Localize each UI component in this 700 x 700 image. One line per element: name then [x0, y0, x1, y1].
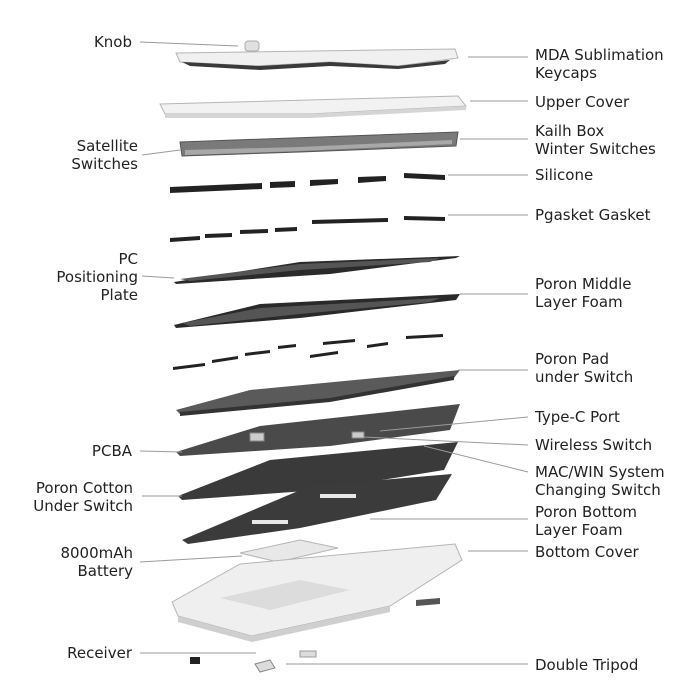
label-pcba: PCBA: [91, 442, 132, 460]
pgasket-layer: [170, 216, 445, 242]
label-kailh-switches: Kailh Box Winter Switches: [535, 122, 656, 158]
label-mac-win-switch: MAC/WIN System Changing Switch: [535, 463, 665, 499]
label-pc-positioning-plate: PC Positioning Plate: [56, 250, 138, 304]
pc-plate-layer: [174, 256, 460, 284]
label-mda-keycaps: MDA Sublimation Keycaps: [535, 46, 664, 82]
label-wireless-switch: Wireless Switch: [535, 436, 653, 454]
knob-part: [245, 41, 259, 51]
poron-middle-foam-layer: [174, 294, 460, 328]
label-battery: 8000mAh Battery: [60, 544, 133, 580]
label-receiver: Receiver: [67, 644, 132, 662]
label-poron-cotton-under-switch: Poron Cotton Under Switch: [33, 479, 133, 515]
silicone-layer: [170, 173, 445, 193]
label-upper-cover: Upper Cover: [535, 93, 630, 111]
label-knob: Knob: [93, 33, 132, 51]
receiver-part: [190, 657, 200, 664]
label-type-c-port: Type-C Port: [535, 408, 620, 426]
label-poron-bottom-foam: Poron Bottom Layer Foam: [535, 503, 637, 539]
poron-pad-layer: [173, 334, 443, 370]
label-double-tripod: Double Tripod: [535, 656, 639, 674]
label-satellite-switches: Satellite Switches: [71, 137, 138, 173]
label-bottom-cover: Bottom Cover: [535, 543, 639, 561]
switches-layer: [180, 132, 458, 156]
label-poron-middle-foam: Poron Middle Layer Foam: [535, 275, 632, 311]
label-silicone: Silicone: [535, 166, 594, 184]
bottom-cover-layer: [172, 544, 462, 642]
label-pgasket: Pgasket Gasket: [535, 206, 651, 224]
label-poron-pad: Poron Pad under Switch: [535, 350, 634, 386]
upper-cover-layer: [160, 96, 466, 118]
